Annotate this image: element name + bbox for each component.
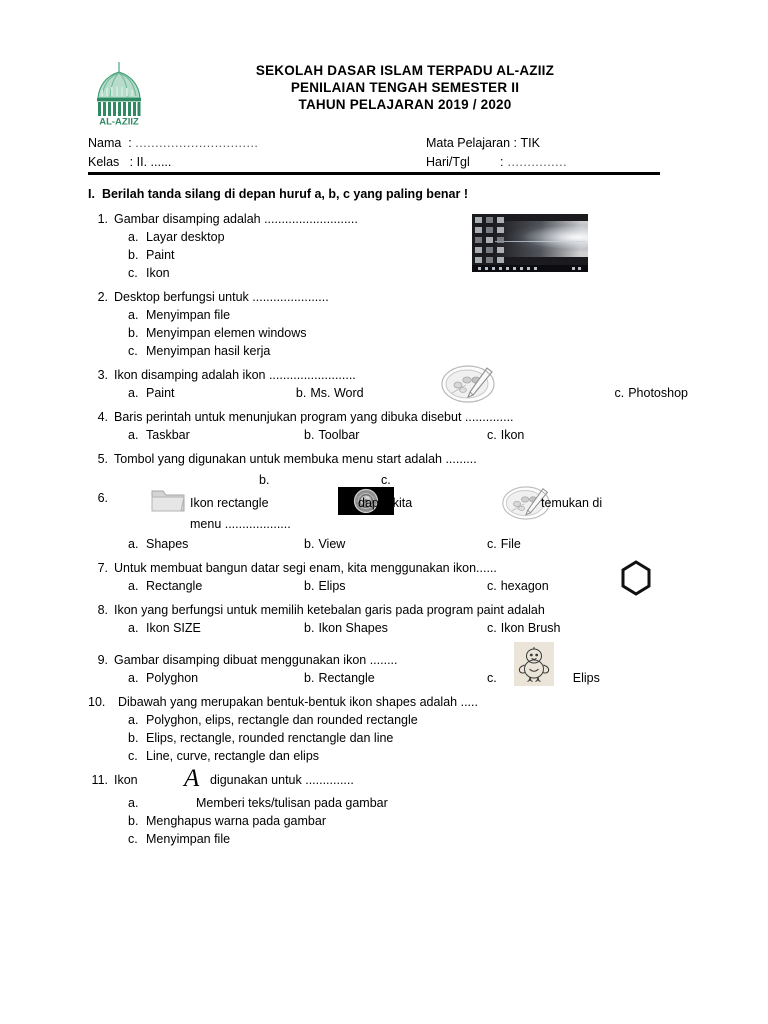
question-11-number: 11.: [91, 773, 108, 787]
question-6-text-part-1: Ikon rectangle: [190, 496, 269, 510]
option-letter: a.: [128, 579, 139, 593]
option-text: Ikon Brush: [500, 621, 561, 635]
question-1-text: Gambar disamping adalah ...........................: [114, 212, 358, 226]
option-item[interactable]: [304, 670, 487, 686]
option-item[interactable]: [128, 712, 688, 728]
title-line-1: SEKOLAH DASAR ISLAM TERPADU AL-AZIIZ: [255, 63, 555, 78]
school-logo: [88, 60, 150, 130]
question-2: [88, 289, 688, 305]
option-letter: c.: [128, 749, 138, 763]
question-10-options: [128, 712, 688, 764]
option-letter: c.: [487, 579, 497, 593]
option-item[interactable]: [128, 247, 688, 263]
option-text: Menyimpan hasil kerja: [146, 344, 271, 358]
option-item[interactable]: [128, 748, 688, 764]
question-7: [88, 560, 688, 576]
text-tool-a-icon: A: [184, 765, 200, 792]
option-letter: a.: [128, 796, 139, 810]
question-3-number: 3.: [97, 368, 108, 382]
option-text: Photoshop: [628, 386, 688, 400]
question-4-text: Baris perintah untuk menunjukan program yang dibuka disebut ..............: [114, 410, 514, 424]
option-letter: a.: [128, 386, 139, 400]
question-7-text: Untuk membuat bangun datar segi enam, kita menggunakan ikon......: [114, 561, 497, 575]
option-letter: c.: [487, 621, 497, 635]
question-8-options: [128, 620, 688, 636]
option-item[interactable]: [487, 578, 688, 594]
question-9-options: [128, 670, 688, 686]
option-letter: b.: [304, 579, 315, 593]
option-item[interactable]: [128, 325, 688, 341]
kelas-value[interactable]: II. ......: [136, 155, 172, 169]
title-line-3: TAHUN PELAJARAN 2019 / 2020: [298, 97, 512, 112]
question-6-text-part-3: temukan di: [541, 496, 603, 510]
student-info-block: [88, 134, 660, 172]
option-letter: a.: [128, 621, 139, 635]
question-9: [88, 652, 688, 668]
option-letter: c.: [128, 344, 138, 358]
logo-wordmark: AL-AZIIZ: [99, 116, 139, 128]
option-item[interactable]: [128, 730, 688, 746]
option-letter: b.: [304, 621, 315, 635]
option-text: View: [318, 537, 346, 551]
question-10-number: 10.: [88, 695, 106, 709]
option-text: Layar desktop: [146, 230, 225, 244]
option-letter: b.: [304, 671, 315, 685]
question-1-options: [128, 229, 688, 281]
option-letter: a.: [128, 428, 139, 442]
question-11: [88, 772, 688, 789]
option-item[interactable]: [128, 343, 688, 359]
option-text: Menghapus warna pada gambar: [146, 814, 326, 828]
option-letter: c.: [128, 832, 138, 846]
option-text: Rectangle: [146, 579, 203, 593]
option-text: Line, curve, rectangle dan elips: [146, 749, 320, 763]
option-letter: a.: [128, 308, 139, 322]
question-6-number: 6.: [97, 491, 108, 505]
option-text: Menyimpan elemen windows: [146, 326, 307, 340]
option-letter: c.: [614, 386, 625, 400]
option-item[interactable]: [487, 427, 688, 443]
option-item[interactable]: [128, 427, 304, 443]
option-text: Ikon Shapes: [318, 621, 388, 635]
option-letter: b.: [128, 248, 139, 262]
question-1-number: 1.: [97, 212, 108, 226]
section-heading: [88, 186, 688, 202]
header-divider: [88, 172, 660, 175]
option-text: hexagon: [500, 579, 549, 593]
option-item[interactable]: [470, 385, 688, 401]
school-title-block: [150, 58, 660, 113]
option-item[interactable]: [128, 831, 688, 847]
mapel-label: Mata Pelajaran :: [426, 136, 521, 150]
question-11-text-before: Ikon: [114, 773, 138, 787]
option-text: Ikon: [500, 428, 525, 442]
option-letter: b.: [295, 386, 307, 400]
option-text: Memberi teks/tulisan pada gambar: [196, 796, 388, 810]
option-letter-b[interactable]: b.: [259, 473, 270, 487]
option-text: Shapes: [146, 537, 189, 551]
question-2-text: Desktop berfungsi untuk ......................: [114, 290, 329, 304]
option-text: Rectangle: [318, 671, 375, 685]
option-text: Elips: [572, 671, 600, 685]
question-4-options: [128, 427, 688, 443]
question-5: [88, 451, 688, 467]
question-4-number: 4.: [97, 410, 108, 424]
hari-label: Hari/Tgl: [426, 155, 470, 169]
question-8: [88, 602, 688, 618]
option-item[interactable]: [304, 536, 487, 552]
option-letter: b.: [128, 814, 139, 828]
option-text: Paint: [146, 248, 175, 262]
option-letter: c.: [487, 537, 497, 551]
option-letter: b.: [304, 537, 315, 551]
question-9-number: 9.: [97, 653, 108, 667]
option-letter: a.: [128, 537, 139, 551]
option-item[interactable]: [128, 229, 688, 245]
question-8-number: 8.: [97, 603, 108, 617]
question-6: [88, 490, 688, 514]
option-item[interactable]: [128, 536, 304, 552]
question-5-number: 5.: [97, 452, 108, 466]
question-11-text-after: digunakan untuk ..............: [210, 773, 354, 787]
option-item[interactable]: [304, 620, 487, 636]
question-11-options: [128, 795, 688, 847]
option-text: Menyimpan file: [146, 308, 231, 322]
option-letter: b.: [304, 428, 315, 442]
option-text: Polyghon: [146, 671, 199, 685]
option-letter-c[interactable]: c.: [381, 473, 391, 487]
option-letter: a.: [128, 713, 139, 727]
option-letter: a.: [128, 671, 139, 685]
question-3-options: [128, 385, 688, 401]
question-7-options: [128, 578, 688, 594]
option-item[interactable]: [128, 620, 304, 636]
option-letter: c.: [487, 671, 497, 685]
option-item[interactable]: [487, 536, 688, 552]
option-item[interactable]: [487, 620, 688, 636]
question-7-number: 7.: [97, 561, 108, 575]
question-4: [88, 409, 688, 425]
question-2-options: [128, 307, 688, 359]
option-item[interactable]: [304, 578, 487, 594]
question-6-text-part-4: menu ...................: [190, 517, 291, 531]
option-text: Elips: [318, 579, 346, 593]
option-text: Ikon SIZE: [146, 621, 201, 635]
option-letter: b.: [128, 326, 139, 340]
kelas-label: Kelas :: [88, 155, 137, 169]
question-5-option-letters: [128, 472, 688, 488]
question-9-text: Gambar disamping dibuat menggunakan ikon ........: [114, 653, 398, 667]
option-text: Polyghon, elips, rectangle dan rounded rectangle: [146, 713, 418, 727]
option-item[interactable]: [128, 307, 688, 323]
option-letter: c.: [128, 266, 138, 280]
question-6-options: [128, 536, 688, 552]
mapel-value: TIK: [520, 136, 540, 150]
hari-value[interactable]: ...............: [507, 155, 568, 169]
question-2-number: 2.: [97, 290, 108, 304]
option-text: Taskbar: [146, 428, 190, 442]
section-number: I.: [88, 187, 95, 201]
option-item[interactable]: [128, 578, 304, 594]
nama-value[interactable]: ...............................: [135, 136, 259, 150]
exam-body: [88, 186, 688, 849]
option-text: Ikon: [146, 266, 170, 280]
option-text: File: [500, 537, 521, 551]
option-letter: a.: [128, 230, 139, 244]
option-text: Elips, rectangle, rounded renctangle dan line: [146, 731, 394, 745]
info-row-2: [88, 153, 660, 172]
option-text: Ms. Word: [310, 386, 364, 400]
option-letter: b.: [128, 731, 139, 745]
question-3: [88, 367, 688, 383]
question-10: [88, 694, 688, 710]
question-5-text: Tombol yang digunakan untuk membuka menu start adalah .........: [114, 452, 477, 466]
question-10-text: Dibawah yang merupakan bentuk-bentuk ikon shapes adalah .....: [118, 695, 478, 709]
document-header: [88, 58, 660, 169]
option-text: Paint: [146, 386, 175, 400]
option-item[interactable]: [304, 427, 487, 443]
nama-label: Nama :: [88, 136, 136, 150]
option-text: Menyimpan file: [146, 832, 231, 846]
hari-separator: :: [500, 155, 504, 169]
info-row-1: [88, 134, 660, 153]
option-letter: c.: [487, 428, 497, 442]
question-8-text: Ikon yang berfungsi untuk memilih ketebalan garis pada program paint adalah: [114, 603, 545, 617]
question-1: [88, 211, 688, 227]
option-item[interactable]: [128, 670, 304, 686]
option-item[interactable]: [128, 385, 296, 401]
option-item[interactable]: [128, 265, 688, 281]
option-item[interactable]: [128, 795, 688, 811]
section-instruction: Berilah tanda silang di depan huruf a, b, c yang paling benar !: [101, 187, 468, 201]
option-item[interactable]: [128, 813, 688, 829]
question-6-text-part-2: dapat kita: [358, 496, 413, 510]
option-text: Toolbar: [318, 428, 360, 442]
title-line-2: PENILAIAN TENGAH SEMESTER II: [290, 80, 520, 95]
question-3-text: Ikon disamping adalah ikon .........................: [114, 368, 356, 382]
